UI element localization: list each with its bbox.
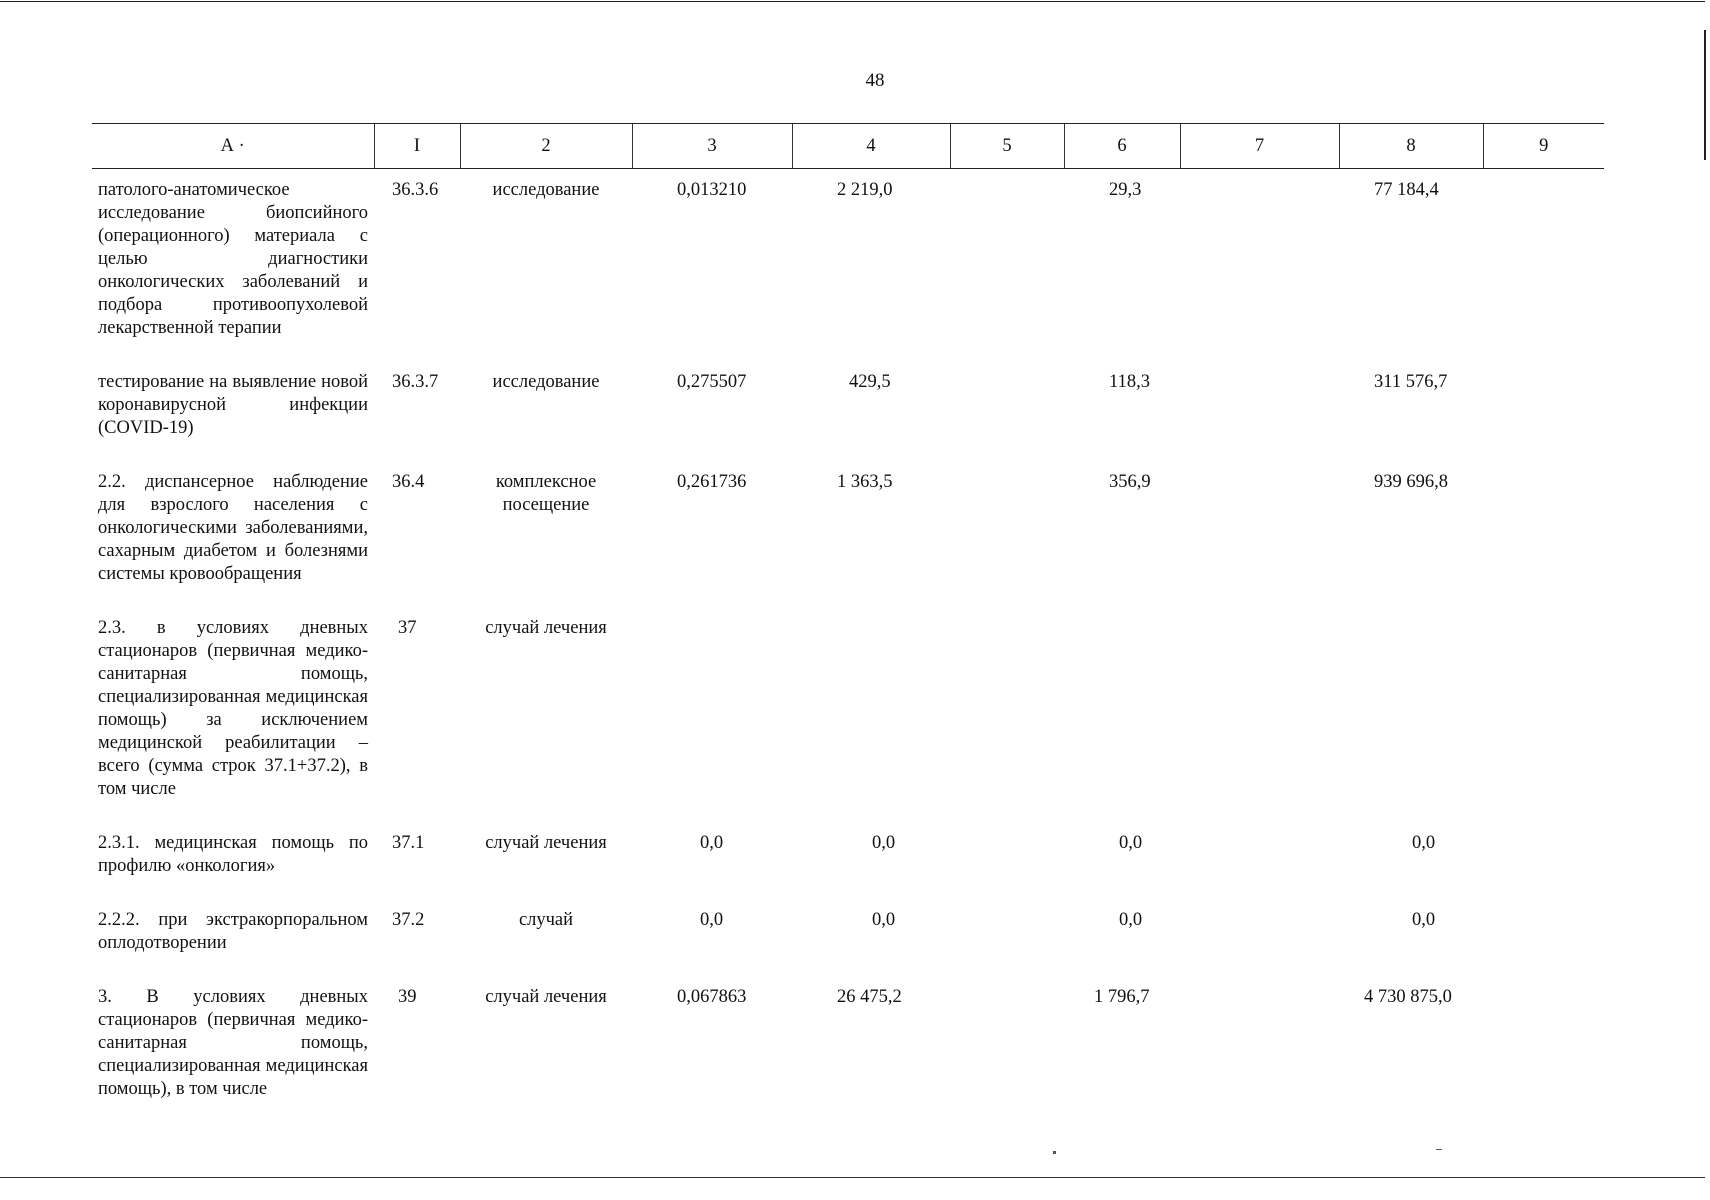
row-col8: 0,0 — [1412, 910, 1436, 930]
col-header-4: 4 — [792, 124, 950, 169]
row-col4: 2 219,0 — [837, 180, 893, 200]
row-col8 — [1339, 607, 1483, 822]
row-col4: 26 475,2 — [837, 987, 902, 1007]
row-col4: 0,0 — [872, 910, 896, 930]
table-row — [92, 169, 1604, 362]
row-unit: исследование — [492, 180, 600, 200]
row-col7 — [1180, 976, 1339, 1122]
row-col4 — [792, 607, 950, 822]
row-col7 — [1180, 461, 1339, 607]
row-col7 — [1180, 607, 1339, 822]
row-code: 39 — [398, 987, 417, 1007]
row-unit: случай лечения — [485, 618, 607, 638]
row-code: 37 — [398, 618, 417, 638]
col-header-5: 5 — [950, 124, 1064, 169]
row-name: 2.2.2. при экстракорпоральном оплодотворении — [98, 910, 368, 953]
col-header-1: I — [374, 124, 460, 169]
row-col6: 0,0 — [1119, 833, 1143, 853]
row-code: 37.1 — [392, 833, 425, 853]
row-col6: 118,3 — [1109, 372, 1150, 392]
row-col8: 311 576,7 — [1374, 372, 1448, 392]
row-col3: 0,067863 — [677, 987, 747, 1007]
table-row — [92, 461, 1604, 607]
scan-right-edge-line — [1704, 30, 1706, 160]
row-code: 36.3.6 — [392, 180, 439, 200]
col-header-6: 6 — [1064, 124, 1180, 169]
scan-bottom-edge-line — [0, 1177, 1705, 1178]
row-code: 37.2 — [392, 910, 425, 930]
row-col6 — [1064, 607, 1180, 822]
table-row — [92, 822, 1604, 899]
col-header-7: 7 — [1180, 124, 1339, 169]
row-name: 2.3. в условиях дневных стационаров (первичная медико-санитарная помощь, специализированная медицинская помощь) за исключением медицинской реабилитации – всего (сумма строк 37.1+37.2), в том числе — [98, 618, 368, 799]
row-name: 2.3.1. медицинская помощь по профилю «онкология» — [98, 833, 368, 876]
row-col7 — [1180, 822, 1339, 899]
row-col3 — [632, 607, 792, 822]
col-header-a: А · — [92, 124, 374, 169]
row-unit: случай лечения — [485, 987, 607, 1007]
table-row — [92, 976, 1604, 1122]
row-code: 36.4 — [392, 472, 425, 492]
row-col6: 356,9 — [1109, 472, 1151, 492]
scan-speck — [1053, 1151, 1056, 1154]
row-col3: 0,261736 — [677, 472, 747, 492]
table-row — [92, 899, 1604, 976]
row-col5 — [950, 169, 1064, 362]
row-col3: 0,013210 — [677, 180, 747, 200]
row-col7 — [1180, 899, 1339, 976]
row-name: 2.2. диспансерное наблюдение для взрослого населения с онкологическими заболеваниями, сахарным диабетом и болезнями системы кровообращения — [98, 472, 368, 584]
row-col3: 0,0 — [700, 910, 724, 930]
row-col6: 1 796,7 — [1094, 987, 1150, 1007]
row-col5 — [950, 607, 1064, 822]
row-name: 3. В условиях дневных стационаров (первичная медико-санитарная помощь, специализированная медицинская помощь), в том числе — [98, 987, 368, 1099]
row-col6: 29,3 — [1109, 180, 1142, 200]
row-col7 — [1180, 169, 1339, 362]
row-col4: 1 363,5 — [837, 472, 893, 492]
row-unit: случай — [518, 910, 574, 930]
row-col9 — [1483, 607, 1604, 822]
page-number: 48 — [865, 70, 885, 91]
row-col5 — [950, 976, 1064, 1122]
row-unit: случай лечения — [485, 833, 607, 853]
row-col3: 0,0 — [700, 833, 724, 853]
col-header-2: 2 — [460, 124, 632, 169]
row-col8: 77 184,4 — [1374, 180, 1439, 200]
row-col5 — [950, 822, 1064, 899]
row-col9 — [1483, 169, 1604, 362]
row-name: тестирование на выявление новой коронавирусной инфекции (COVID-19) — [98, 372, 368, 438]
row-col9 — [1483, 976, 1604, 1122]
row-name: патолого-анатомическое исследование биопсийного (операционного) материала с целью диагностики онкологических заболеваний и подбора противоопухолевой лекарственной терапии — [98, 180, 368, 338]
scan-top-edge-line — [0, 1, 1705, 2]
row-col4: 429,5 — [849, 372, 891, 392]
row-col3: 0,275507 — [677, 372, 747, 392]
row-col5 — [950, 361, 1064, 461]
row-col8: 939 696,8 — [1374, 472, 1448, 492]
row-unit: комплексное посещение — [495, 472, 597, 515]
scan-speck — [1436, 1149, 1442, 1150]
row-col4: 0,0 — [872, 833, 896, 853]
col-header-3: 3 — [632, 124, 792, 169]
row-col5 — [950, 899, 1064, 976]
table-row — [92, 361, 1604, 461]
row-col9 — [1483, 361, 1604, 461]
row-col8: 4 730 875,0 — [1364, 987, 1452, 1007]
col-header-9: 9 — [1483, 124, 1604, 169]
row-col7 — [1180, 361, 1339, 461]
row-code: 36.3.7 — [392, 372, 439, 392]
table-row — [92, 607, 1604, 822]
row-col6: 0,0 — [1119, 910, 1143, 930]
col-header-8: 8 — [1339, 124, 1483, 169]
row-col9 — [1483, 461, 1604, 607]
row-col8: 0,0 — [1412, 833, 1436, 853]
row-col9 — [1483, 899, 1604, 976]
data-table — [92, 123, 1604, 1122]
row-col5 — [950, 461, 1064, 607]
row-unit: исследование — [492, 372, 600, 392]
table-header-row — [92, 124, 1604, 169]
row-col9 — [1483, 822, 1604, 899]
